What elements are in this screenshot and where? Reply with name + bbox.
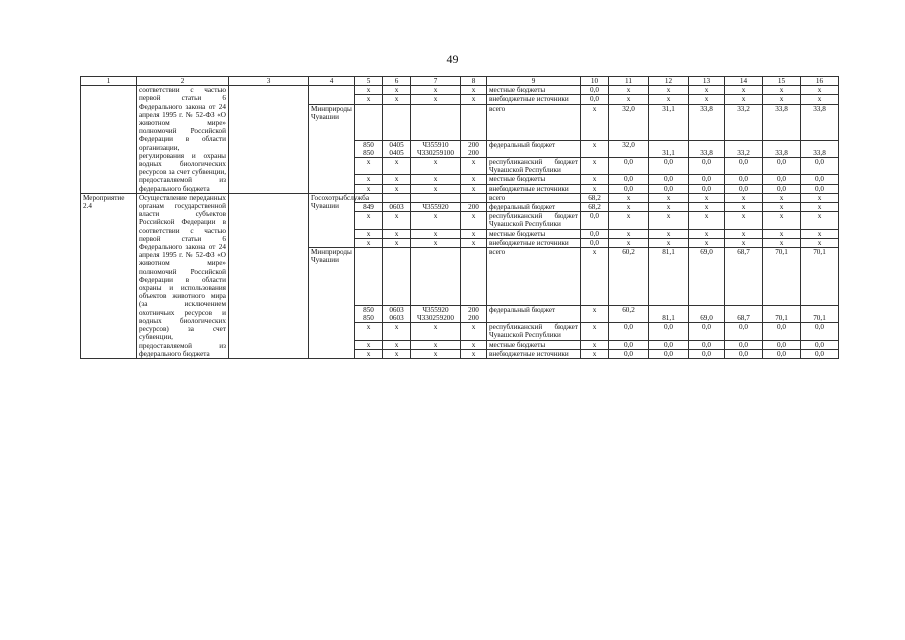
cell-col-8: x — [461, 238, 487, 247]
cell-col-8 — [461, 248, 487, 306]
cell-col-10: 0,0 — [581, 238, 609, 247]
cell-col-8: x — [461, 184, 487, 193]
cell-col-9: местные бюджеты — [487, 86, 581, 95]
cell-col-6: 0603 — [383, 203, 411, 212]
column-header: 7 — [411, 77, 461, 86]
cell-col-12: 31,1 — [649, 140, 689, 157]
cell-col-9: местные бюджеты — [487, 229, 581, 238]
cell-col-14: x — [725, 95, 763, 104]
cell-col-7: Ч355910 Ч330259100 — [411, 140, 461, 157]
cell-col-10: x — [581, 340, 609, 349]
cell-col-11: 0,0 — [609, 340, 649, 349]
cell-col-16: 33,8 — [801, 140, 839, 157]
cell-col-6: x — [383, 175, 411, 184]
table-body — [81, 86, 839, 359]
cell-col-11: x — [609, 193, 649, 202]
cell-col-10: 0,0 — [581, 229, 609, 238]
cell-col-6: x — [383, 323, 411, 340]
cell-col-13: 0,0 — [689, 340, 725, 349]
cell-col-16: 33,8 — [801, 104, 839, 140]
cell-col-9: республиканский бюджет Чувашской Республики — [487, 212, 581, 229]
cell-col-9: федеральный бюджет — [487, 203, 581, 212]
cell-col-11: x — [609, 238, 649, 247]
cell-col-8: 200 200 — [461, 305, 487, 322]
cell-col-5: x — [355, 349, 383, 358]
cell-col-12: 81,1 — [649, 248, 689, 306]
cell-col-5: x — [355, 175, 383, 184]
cell-col-11: x — [609, 203, 649, 212]
cell-col-8 — [461, 193, 487, 202]
cell-col-9: внебюджетные источники — [487, 238, 581, 247]
measure-description-cell: соответствии с частью первой статьи 6 Федерального закона от 24 апреля 1995 г. № 52-ФЗ «О животном мире» полномочий Российской Федерации в области организации, регулирования и охраны водных биологических ресурсов за счет субвенции, предоставляемой из федерального бюджета — [137, 86, 229, 194]
column-header: 2 — [137, 77, 229, 86]
cell-col-13: 69,0 — [689, 248, 725, 306]
cell-col-6: 0405 0405 — [383, 140, 411, 157]
cell-col-5: 850 850 — [355, 140, 383, 157]
cell-col-6: x — [383, 212, 411, 229]
cell-col-7: x — [411, 158, 461, 175]
cell-col-15: x — [763, 193, 801, 202]
cell-col-8: 200 200 — [461, 140, 487, 157]
cell-col-8: x — [461, 323, 487, 340]
measure-description-cell: Осуществление переданных органам государственной власти субъектов Российской Федерации в соответствии с частью первой статьи 6 Федерального закона от 24 апреля 1995 г. № 52-ФЗ «О животном мире» полномочий Российской Федерации в области охраны и использования объектов животного мира (за исключением охотничьих ресурсов и водных биологических ресурсов) за счет субвенции, предоставляемой из федерального бюджета — [137, 193, 229, 358]
empty-cell — [229, 193, 309, 358]
cell-col-12: x — [649, 193, 689, 202]
cell-col-15: 0,0 — [763, 323, 801, 340]
cell-col-10: x — [581, 140, 609, 157]
cell-col-13: 33,8 — [689, 104, 725, 140]
cell-col-7 — [411, 104, 461, 140]
cell-col-12: x — [649, 238, 689, 247]
cell-col-11: 0,0 — [609, 184, 649, 193]
cell-col-13: x — [689, 212, 725, 229]
cell-col-13: 0,0 — [689, 184, 725, 193]
cell-col-7: x — [411, 184, 461, 193]
cell-col-16: x — [801, 86, 839, 95]
cell-col-11: x — [609, 86, 649, 95]
cell-col-15: x — [763, 229, 801, 238]
cell-col-12: 0,0 — [649, 323, 689, 340]
cell-col-13: 0,0 — [689, 349, 725, 358]
cell-col-16: 0,0 — [801, 340, 839, 349]
cell-col-12: 31,1 — [649, 104, 689, 140]
cell-col-9: всего — [487, 193, 581, 202]
cell-col-5: 849 — [355, 203, 383, 212]
column-header: 6 — [383, 77, 411, 86]
cell-col-12: 0,0 — [649, 175, 689, 184]
cell-col-5: x — [355, 184, 383, 193]
column-header: 11 — [609, 77, 649, 86]
cell-col-13: x — [689, 238, 725, 247]
cell-col-16: x — [801, 203, 839, 212]
cell-col-5: x — [355, 340, 383, 349]
cell-col-9: местные бюджеты — [487, 340, 581, 349]
column-header: 3 — [229, 77, 309, 86]
cell-col-13: x — [689, 193, 725, 202]
cell-col-16: x — [801, 238, 839, 247]
cell-col-12: x — [649, 86, 689, 95]
cell-col-10: x — [581, 175, 609, 184]
cell-col-16: 70,1 — [801, 305, 839, 322]
cell-col-11: 32,0 — [609, 104, 649, 140]
cell-col-16: x — [801, 229, 839, 238]
page-number: 49 — [446, 52, 459, 66]
cell-col-7 — [411, 248, 461, 306]
column-header: 10 — [581, 77, 609, 86]
cell-col-11: 0,0 — [609, 158, 649, 175]
column-header: 15 — [763, 77, 801, 86]
cell-col-8 — [461, 104, 487, 140]
table-row — [81, 193, 839, 202]
cell-col-11: x — [609, 212, 649, 229]
cell-col-14: 0,0 — [725, 158, 763, 175]
cell-col-15: x — [763, 238, 801, 247]
cell-col-14: x — [725, 193, 763, 202]
cell-col-14: 68,7 — [725, 305, 763, 322]
cell-col-9: республиканский бюджет Чувашской Республики — [487, 158, 581, 175]
cell-col-10: 0,0 — [581, 86, 609, 95]
column-number-row — [81, 77, 839, 86]
cell-col-13: 0,0 — [689, 323, 725, 340]
cell-col-16: 0,0 — [801, 323, 839, 340]
cell-col-6: x — [383, 238, 411, 247]
cell-col-11: 60,2 — [609, 305, 649, 322]
column-header: 12 — [649, 77, 689, 86]
cell-col-14: 68,7 — [725, 248, 763, 306]
cell-col-10: x — [581, 349, 609, 358]
cell-col-7: x — [411, 340, 461, 349]
cell-col-8: x — [461, 340, 487, 349]
cell-col-6 — [383, 248, 411, 306]
cell-col-7: x — [411, 323, 461, 340]
cell-col-12: x — [649, 212, 689, 229]
measure-code-cell — [81, 86, 137, 194]
cell-col-13: 0,0 — [689, 158, 725, 175]
cell-col-15: x — [763, 86, 801, 95]
cell-col-10: x — [581, 323, 609, 340]
cell-col-6 — [383, 104, 411, 140]
cell-col-12: x — [649, 203, 689, 212]
table-row — [81, 86, 839, 95]
cell-col-16: x — [801, 212, 839, 229]
cell-col-7: x — [411, 212, 461, 229]
cell-col-13: x — [689, 86, 725, 95]
cell-col-15: 33,8 — [763, 140, 801, 157]
cell-col-16: x — [801, 193, 839, 202]
cell-col-5: x — [355, 158, 383, 175]
cell-col-10: 0,0 — [581, 95, 609, 104]
cell-col-12: x — [649, 95, 689, 104]
cell-col-14: 0,0 — [725, 323, 763, 340]
column-header: 4 — [309, 77, 355, 86]
cell-col-10: 68,2 — [581, 193, 609, 202]
cell-col-11: x — [609, 95, 649, 104]
cell-col-15: 70,1 — [763, 248, 801, 306]
cell-col-5: x — [355, 229, 383, 238]
cell-col-8: x — [461, 95, 487, 104]
cell-col-14: 0,0 — [725, 175, 763, 184]
cell-col-14: x — [725, 238, 763, 247]
cell-col-15: 0,0 — [763, 158, 801, 175]
column-header: 9 — [487, 77, 581, 86]
cell-col-16: 0,0 — [801, 158, 839, 175]
cell-col-8: x — [461, 158, 487, 175]
cell-col-8: x — [461, 212, 487, 229]
cell-col-13: x — [689, 229, 725, 238]
cell-col-10: x — [581, 184, 609, 193]
cell-col-7: Ч355920 Ч330259200 — [411, 305, 461, 322]
cell-col-7: x — [411, 175, 461, 184]
cell-col-14: 0,0 — [725, 349, 763, 358]
cell-col-14: 0,0 — [725, 184, 763, 193]
cell-col-11: 0,0 — [609, 175, 649, 184]
cell-col-5: x — [355, 323, 383, 340]
cell-col-15: x — [763, 95, 801, 104]
cell-col-9: внебюджетные источники — [487, 95, 581, 104]
cell-col-13: 69,0 — [689, 305, 725, 322]
cell-col-14: x — [725, 229, 763, 238]
cell-col-13: 33,8 — [689, 140, 725, 157]
cell-col-5: x — [355, 212, 383, 229]
cell-col-7: x — [411, 238, 461, 247]
cell-col-9: федеральный бюджет — [487, 305, 581, 322]
cell-col-6: x — [383, 86, 411, 95]
cell-col-9: внебюджетные источники — [487, 184, 581, 193]
cell-col-13: 0,0 — [689, 175, 725, 184]
cell-col-11: 60,2 — [609, 248, 649, 306]
cell-col-6: x — [383, 184, 411, 193]
cell-col-5: x — [355, 95, 383, 104]
cell-col-14: x — [725, 212, 763, 229]
measure-code-cell: Мероприятие 2.4 — [81, 193, 137, 358]
cell-col-10: x — [581, 158, 609, 175]
cell-col-15: x — [763, 203, 801, 212]
cell-col-5: x — [355, 238, 383, 247]
cell-col-6: x — [383, 158, 411, 175]
cell-col-15: x — [763, 212, 801, 229]
executor-cell — [309, 86, 355, 104]
cell-col-14: 33,2 — [725, 104, 763, 140]
cell-col-9: республиканский бюджет Чувашской Республики — [487, 323, 581, 340]
cell-col-16: 0,0 — [801, 349, 839, 358]
cell-col-7: x — [411, 349, 461, 358]
cell-col-10: x — [581, 104, 609, 140]
cell-col-8: 200 — [461, 203, 487, 212]
column-header: 16 — [801, 77, 839, 86]
column-header: 14 — [725, 77, 763, 86]
cell-col-7: x — [411, 229, 461, 238]
cell-col-8: x — [461, 175, 487, 184]
cell-col-14: x — [725, 86, 763, 95]
cell-col-6 — [383, 193, 411, 202]
cell-col-12: x — [649, 229, 689, 238]
cell-col-7: x — [411, 86, 461, 95]
cell-col-5: x — [355, 86, 383, 95]
cell-col-6: 0603 0603 — [383, 305, 411, 322]
cell-col-11: x — [609, 229, 649, 238]
column-header: 8 — [461, 77, 487, 86]
cell-col-16: 0,0 — [801, 175, 839, 184]
cell-col-12: 0,0 — [649, 184, 689, 193]
cell-col-7: x — [411, 95, 461, 104]
cell-col-5: 850 850 — [355, 305, 383, 322]
empty-cell — [229, 86, 309, 194]
cell-col-14: 0,0 — [725, 340, 763, 349]
cell-col-15: 0,0 — [763, 175, 801, 184]
column-header: 1 — [81, 77, 137, 86]
cell-col-9: федеральный бюджет — [487, 140, 581, 157]
cell-col-13: x — [689, 203, 725, 212]
cell-col-6: x — [383, 340, 411, 349]
cell-col-13: x — [689, 95, 725, 104]
cell-col-9: всего — [487, 248, 581, 306]
cell-col-11: 0,0 — [609, 323, 649, 340]
cell-col-9: внебюджетные источники — [487, 349, 581, 358]
executor-cell: Минприроды Чувашии — [309, 248, 355, 359]
cell-col-9: всего — [487, 104, 581, 140]
cell-col-8: x — [461, 86, 487, 95]
cell-col-15: 0,0 — [763, 349, 801, 358]
cell-col-5 — [355, 248, 383, 306]
column-header: 13 — [689, 77, 725, 86]
budget-table — [80, 76, 839, 359]
cell-col-15: 33,8 — [763, 104, 801, 140]
cell-col-16: x — [801, 95, 839, 104]
cell-col-12: 81,1 — [649, 305, 689, 322]
cell-col-6: x — [383, 349, 411, 358]
cell-col-7: Ч355920 — [411, 203, 461, 212]
cell-col-12: 0,0 — [649, 349, 689, 358]
column-header: 5 — [355, 77, 383, 86]
cell-col-10: x — [581, 248, 609, 306]
cell-col-9: местные бюджеты — [487, 175, 581, 184]
cell-col-12: 0,0 — [649, 340, 689, 349]
cell-col-15: 70,1 — [763, 305, 801, 322]
cell-col-6: x — [383, 229, 411, 238]
cell-col-16: 0,0 — [801, 184, 839, 193]
cell-col-11: 32,0 — [609, 140, 649, 157]
executor-cell: Минприроды Чувашии — [309, 104, 355, 193]
cell-col-10: 0,0 — [581, 212, 609, 229]
cell-col-7 — [411, 193, 461, 202]
cell-col-12: 0,0 — [649, 158, 689, 175]
cell-col-14: x — [725, 203, 763, 212]
cell-col-5 — [355, 104, 383, 140]
cell-col-8: x — [461, 229, 487, 238]
executor-cell: Госохотрыбслужба Чувашии — [309, 193, 355, 247]
cell-col-15: 0,0 — [763, 184, 801, 193]
cell-col-11: 0,0 — [609, 349, 649, 358]
cell-col-10: 68,2 — [581, 203, 609, 212]
cell-col-8: x — [461, 349, 487, 358]
cell-col-16: 70,1 — [801, 248, 839, 306]
cell-col-14: 33,2 — [725, 140, 763, 157]
cell-col-10: x — [581, 305, 609, 322]
cell-col-6: x — [383, 95, 411, 104]
cell-col-15: 0,0 — [763, 340, 801, 349]
